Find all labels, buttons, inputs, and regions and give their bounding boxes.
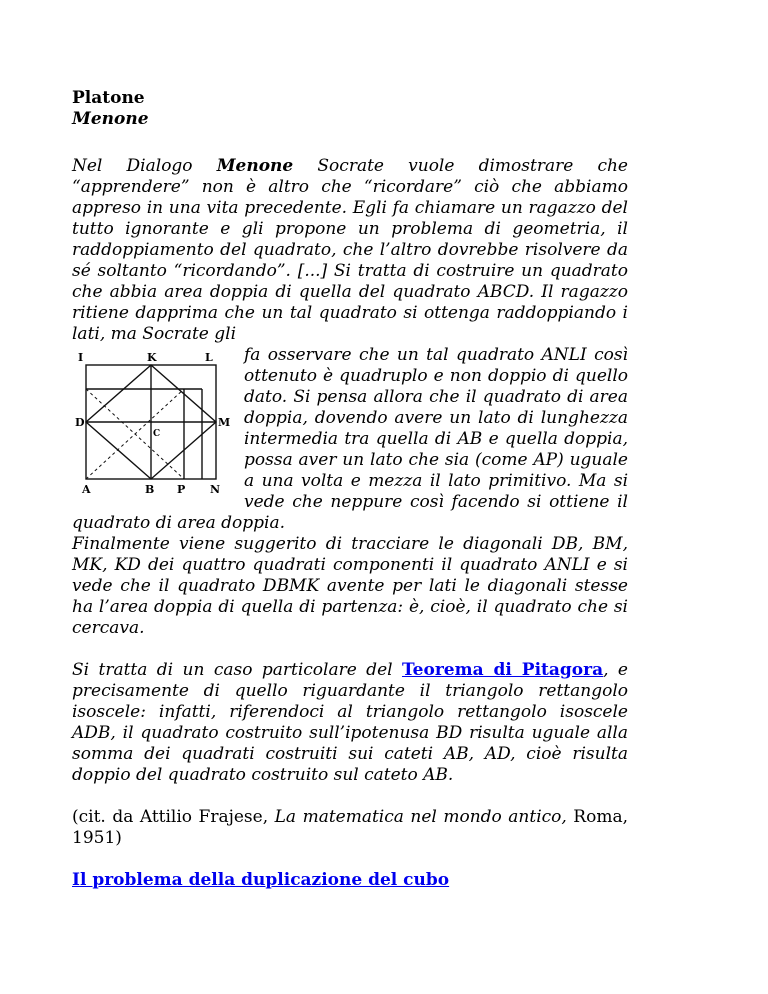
paragraph-conclusion: Finalmente viene suggerito di tracciare le diagonali DB, BM, MK, KD dei quattro quadrati componenti il quadrato ANLI e si vede che il quadrato DBMK avente per lati le diagonali stesse ha l’area doppia di quella di partenza: è, cioè, il quadrato che si cercava. xyxy=(72,534,628,638)
label-D: D xyxy=(75,416,85,429)
menone-square-figure xyxy=(72,349,240,495)
final-link-block xyxy=(72,870,628,891)
label-N: N xyxy=(210,483,221,495)
intro-continuation: Socrate vuole dimostrare che “apprendere” non è altro che “ricordare” ciò che abbiamo appreso in una vita precedente. Egli fa chiamare un ragazzo del tutto ignorante e gli propone un problema di geometria, il raddoppiamento del quadrato, che l’altro dovrebbe risolvere da sé soltanto “ricordando”. [...] Si tratta di costruire un quadrato che abbia area doppia di quella del quadrato ABCD. Il ragazzo ritiene dapprima che un tal quadrato si ottenga raddoppiando i lati, ma Socrate gli xyxy=(72,156,628,344)
label-A: A xyxy=(82,483,91,495)
document-header xyxy=(72,88,628,130)
figure-wrap-block xyxy=(72,345,628,534)
pythagoras-theorem-link[interactable]: Teorema di Pitagora xyxy=(401,660,604,680)
cube-duplication-link[interactable]: Il problema della duplicazione del cubo xyxy=(72,870,450,890)
paragraph-figure-text: fa osservare che un tal quadrato ANLI così ottenuto è quadruplo e non doppio di quello dato. Si pensa allora che il quadrato di area doppia, dovendo avere un lato di lunghezza intermedia tra quella di AB e quella doppia, possa aver un lato che sia (come AP) uguale a una volta e mezza il lato primitivo. Ma si vede che neppure così facendo si ottiene il quadrato di area doppia. xyxy=(72,345,628,533)
label-I: I xyxy=(78,351,84,364)
paragraph-pythagoras xyxy=(72,660,628,786)
pythagoras-intro: Si tratta di un caso particolare del xyxy=(72,660,402,680)
geometry-diagram xyxy=(72,349,240,495)
citation-prefix: (cit. da Attilio Frajese, xyxy=(72,807,275,827)
intro-text: Nel Dialogo xyxy=(72,156,217,176)
label-M: M xyxy=(218,416,231,429)
citation-suffix: Roma, 1951) xyxy=(72,807,628,848)
label-C: C xyxy=(153,429,161,439)
author-name: Platone xyxy=(72,88,145,108)
label-P: P xyxy=(177,483,186,495)
pythagoras-text: , e precisamente di quello riguardante il triangolo rettangolo isoscele: infatti, riferendoci al triangolo rettangolo isoscele ADB, il quadrato costruito sull’ipotenusa BD risulta uguale alla somma dei quadrati costruiti sui cateti AB, AD, cioè risulta doppio del quadrato costruito sul cateto AB. xyxy=(72,660,628,785)
citation-book-title: La matematica nel mondo antico, xyxy=(274,807,567,827)
label-K: K xyxy=(147,351,157,364)
citation xyxy=(72,807,628,849)
work-title: Menone xyxy=(72,109,149,129)
label-L: L xyxy=(205,351,213,364)
label-B: B xyxy=(145,483,155,495)
paragraph-intro xyxy=(72,156,628,345)
dialogue-title: Menone xyxy=(216,156,294,176)
document-page xyxy=(72,88,628,908)
